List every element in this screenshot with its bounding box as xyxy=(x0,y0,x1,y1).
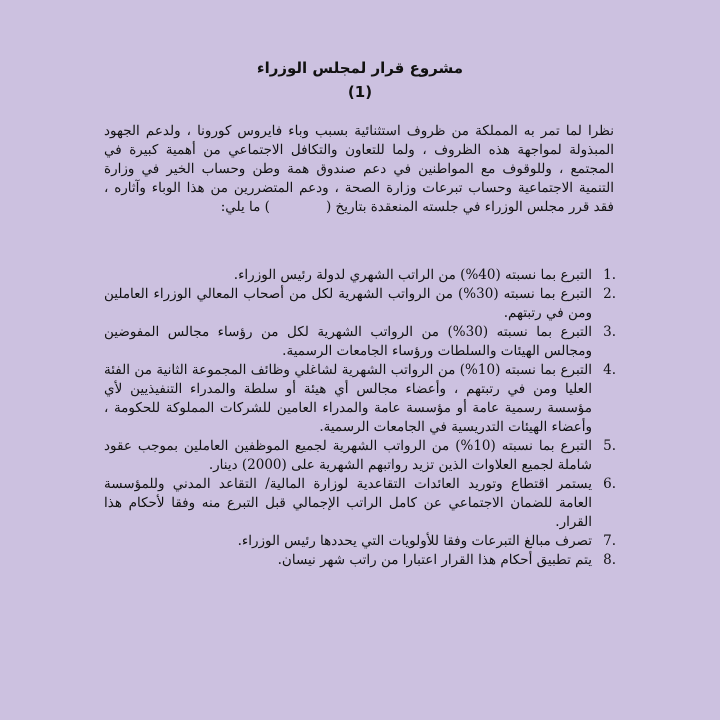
item-text: التبرع بما نسبته (40%) من الراتب الشهري لدولة رئيس الوزراء. xyxy=(233,267,592,283)
item-text: التبرع بما نسبته (30%) من الرواتب الشهرية لكل من رؤساء مجالس المفوضين ومجالس الهيئات والسلطات ورؤساء الجامعات الرسمية. xyxy=(104,324,592,359)
list-item xyxy=(104,323,616,361)
list-item xyxy=(104,475,616,532)
item-number: 5. xyxy=(603,438,616,454)
item-text: التبرع بما نسبته (10%) من الرواتب الشهرية لشاغلي وظائف المجموعة الثانية من الفئة العليا ومن في رتبتهم ، وأعضاء مجالس أي هيئة أو سلطة والمدراء التنفيذيين لأي مؤسسة رسمية عامة أو مؤسسة عامة والمدراء العامين للشركات المملوكة للحكومة ، وأعضاء الهيئات التدريسية في الجامعات الرسمية. xyxy=(104,362,592,435)
document-page xyxy=(100,0,620,720)
item-number: 3. xyxy=(603,324,616,340)
item-number: 6. xyxy=(603,476,616,492)
item-number: 2. xyxy=(603,286,616,302)
item-text: تصرف مبالغ التبرعات وفقا للأولويات التي يحددها رئيس الوزراء. xyxy=(237,533,592,549)
item-text: التبرع بما نسبته (10%) من الرواتب الشهرية لجميع الموظفين العاملين بموجب عقود شاملة لجميع العلاوات الذين تزيد رواتبهم الشهرية على (2000) دينار. xyxy=(104,438,592,473)
intro-paragraph xyxy=(104,122,614,217)
item-text: يتم تطبيق أحكام هذا القرار اعتبارا من راتب شهر نيسان. xyxy=(277,552,592,568)
item-number: 7. xyxy=(603,533,616,549)
item-number: 4. xyxy=(603,362,616,378)
list-item xyxy=(104,361,616,437)
title-line-1: مشروع قرار لمجلس الوزراء xyxy=(256,59,464,77)
list-item xyxy=(104,285,616,323)
list-item xyxy=(104,532,616,551)
item-text: يستمر اقتطاع وتوريد العائدات التقاعدية لوزارة المالية/ التقاعد المدني وللمؤسسة العامة للضمان الاجتماعي عن كامل الراتب الإجمالي قبل التبرع منه وفقا لأحكام هذا القرار. xyxy=(104,476,592,530)
list-item xyxy=(104,266,616,285)
list-item xyxy=(104,551,616,570)
item-text: التبرع بما نسبته (30%) من الرواتب الشهرية لكل من أصحاب المعالي الوزراء العاملين ومن في رتبتهم. xyxy=(104,286,592,321)
list-item xyxy=(104,437,616,475)
intro-closing: ) ما يلي: xyxy=(220,199,270,215)
item-number: 1. xyxy=(603,267,616,283)
intro-text: نظرا لما تمر به المملكة من ظروف استثنائية بسبب وباء فايروس كورونا ، ولدعم الجهود المبذولة لمواجهة هذه الظروف ، ولما للتعاون والتكافل الاجتماعي من أهمية كبيرة في المجتمع ، وللوقوف مع المواطنين في دعم صندوق همة وطن وحساب الخير في وزارة التنمية الاجتماعية وحساب تبرعات وزارة الصحة ، ودعم المتضررين من هذا الوباء وآثاره ، فقد قرر مجلس الوزراء في جلسته المنعقدة بتاريخ ( xyxy=(104,123,614,215)
document-title xyxy=(100,56,620,104)
title-line-2: (1) xyxy=(347,83,373,101)
item-number: 8. xyxy=(603,552,616,568)
decision-items-list xyxy=(104,266,616,570)
